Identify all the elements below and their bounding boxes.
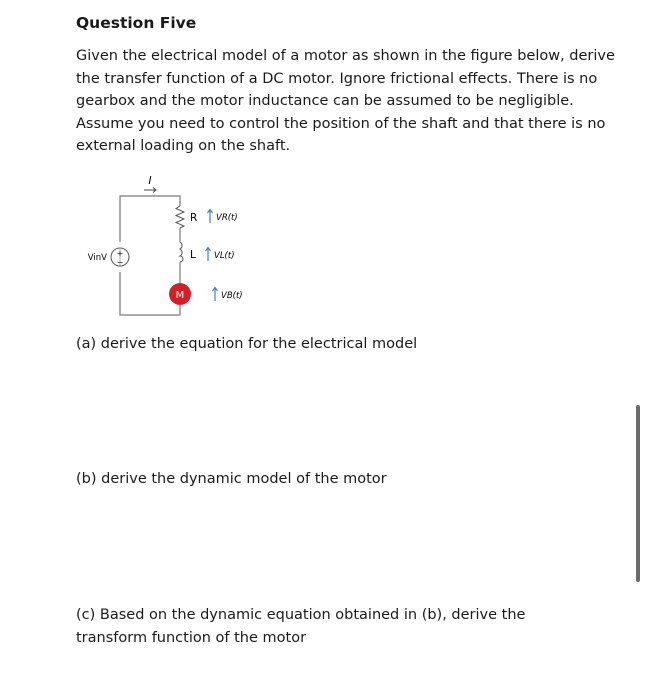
- question-c: (c) Based on the dynamic equation obtained in (b), derive the transform function of the motor: [76, 607, 526, 646]
- inductor-label: L: [190, 249, 196, 261]
- inductor-voltage-label: VL(t): [214, 251, 235, 261]
- current-arrow: [144, 188, 156, 193]
- minus-sign: −: [116, 258, 124, 267]
- circuit-diagram: [70, 170, 270, 320]
- motor-label: M: [175, 290, 185, 301]
- motor-voltage-arrow: [213, 288, 218, 302]
- question-a: (a) derive the equation for the electrical model: [76, 336, 418, 352]
- plus-sign: +: [116, 249, 124, 258]
- question-intro: Given the electrical model of a motor as shown in the figure below, derive the transfer function of a DC motor. Ignore frictional effects. There is no gearbox and the motor inductance can be assumed to be negligible. Assume you need to control the position of the shaft and that there is no external loading on the shaft.: [76, 48, 615, 154]
- motor-voltage-label: VB(t): [221, 291, 243, 301]
- resistor-symbol: [176, 206, 184, 228]
- scrollbar-thumb[interactable]: [636, 405, 640, 582]
- resistor-voltage-label: VR(t): [216, 213, 238, 223]
- current-label: I: [148, 174, 152, 187]
- inductor-voltage-arrow: [206, 248, 211, 262]
- inductor-symbol: [180, 242, 183, 262]
- question-heading: Question Five: [76, 14, 197, 32]
- source-label: VinV: [87, 253, 107, 263]
- resistor-label: R: [190, 212, 198, 224]
- voltage-source: [111, 248, 129, 267]
- question-b: (b) derive the dynamic model of the motor: [76, 471, 387, 487]
- resistor-voltage-arrow: [208, 210, 213, 224]
